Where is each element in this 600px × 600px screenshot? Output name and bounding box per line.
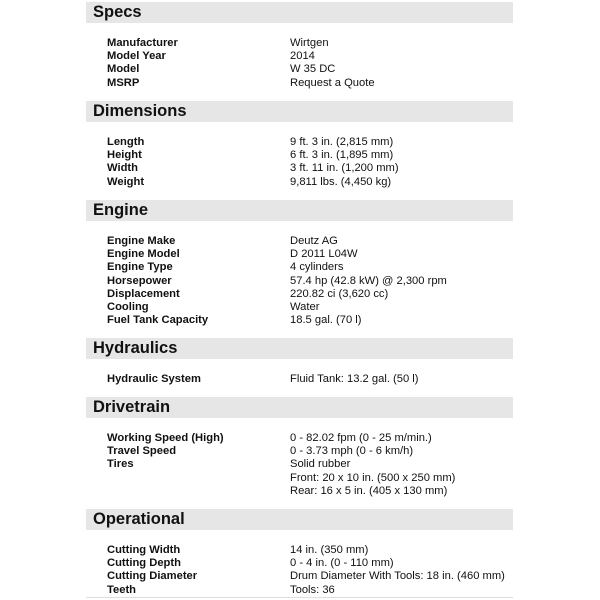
spec-value: 6 ft. 3 in. (1,895 mm)	[290, 149, 394, 162]
spec-label: Teeth	[107, 583, 137, 596]
spec-row	[107, 445, 513, 458]
spec-row	[107, 432, 513, 445]
spec-rows	[86, 373, 513, 386]
spec-value: 18.5 gal. (70 l)	[290, 314, 362, 327]
spec-label: MSRP	[107, 76, 140, 89]
section-dimensions	[86, 101, 513, 189]
spec-label: Engine Make	[107, 235, 176, 247]
spec-label: Height	[107, 149, 142, 162]
spec-value: Deutz AG	[290, 235, 338, 247]
spec-row	[107, 485, 513, 498]
spec-rows	[86, 136, 513, 189]
section-title: Hydraulics	[86, 338, 513, 359]
spec-row	[107, 275, 513, 288]
spec-label: Width	[107, 162, 138, 175]
spec-row	[107, 544, 513, 557]
spec-label: Fuel Tank Capacity	[107, 314, 209, 327]
section-hydraulics	[86, 338, 513, 386]
spec-value: W 35 DC	[290, 63, 336, 76]
spec-label: Cooling	[107, 301, 149, 314]
spec-label: Cutting Depth	[107, 557, 181, 570]
spec-value: Drum Diameter With Tools: 18 in. (460 mm)	[290, 570, 505, 583]
spec-row	[107, 176, 513, 189]
spec-label: Model Year	[107, 50, 166, 63]
section-title: Dimensions	[86, 101, 513, 122]
spec-label	[107, 472, 290, 485]
spec-row	[107, 248, 513, 261]
spec-value: Solid rubber	[290, 458, 351, 471]
spec-label: Weight	[107, 175, 145, 188]
spec-value: Wirtgen	[290, 37, 329, 49]
section-title: Drivetrain	[86, 397, 513, 418]
spec-label	[107, 485, 290, 498]
spec-label: Working Speed (High)	[107, 432, 224, 444]
spec-row	[107, 50, 513, 63]
spec-value: Fluid Tank: 13.2 gal. (50 l)	[290, 373, 419, 385]
spec-row	[107, 314, 513, 327]
spec-value: Tools: 36	[290, 583, 335, 596]
spec-row	[107, 162, 513, 175]
section-specs	[86, 2, 513, 90]
spec-label: Engine Model	[107, 248, 180, 261]
spec-label: Engine Type	[107, 261, 173, 274]
spec-row	[107, 472, 513, 485]
spec-row	[107, 570, 513, 583]
spec-row	[107, 149, 513, 162]
spec-value: 220.82 ci (3,620 cc)	[290, 287, 389, 300]
section-engine	[86, 200, 513, 327]
spec-row	[107, 288, 513, 301]
spec-row	[107, 458, 513, 471]
spec-row	[107, 261, 513, 274]
spec-row	[107, 77, 513, 90]
spec-label: Hydraulic System	[107, 373, 201, 385]
section-title: Specs	[86, 2, 513, 23]
spec-value: 0 - 3.73 mph (0 - 6 km/h)	[290, 445, 414, 458]
spec-row	[107, 557, 513, 570]
spec-value: 9 ft. 3 in. (2,815 mm)	[290, 136, 394, 148]
spec-value: 14 in. (350 mm)	[290, 544, 369, 556]
spec-rows	[86, 37, 513, 90]
section-operational	[86, 509, 513, 597]
spec-value: 3 ft. 11 in. (1,200 mm)	[290, 162, 399, 175]
section-title: Engine	[86, 200, 513, 221]
spec-value: 57.4 hp (42.8 kW) @ 2,300 rpm	[290, 274, 447, 287]
spec-label: Tires	[107, 458, 134, 471]
bottom-divider	[86, 597, 513, 598]
spec-label: Cutting Width	[107, 544, 181, 556]
spec-label: Displacement	[107, 287, 180, 300]
section-drivetrain	[86, 397, 513, 498]
spec-row	[107, 373, 513, 386]
spec-row	[107, 584, 513, 597]
spec-label: Travel Speed	[107, 445, 177, 458]
spec-label: Manufacturer	[107, 37, 178, 49]
spec-value: 9,811 lbs. (4,450 kg)	[290, 175, 392, 188]
spec-row	[107, 301, 513, 314]
spec-value: Front: 20 x 10 in. (500 x 250 mm)	[290, 471, 456, 484]
spec-value: 0 - 4 in. (0 - 110 mm)	[290, 557, 394, 570]
spec-value: Water	[290, 301, 320, 314]
spec-row	[107, 37, 513, 50]
spec-value: D 2011 L04W	[290, 248, 358, 261]
spec-rows	[86, 235, 513, 327]
spec-value: 4 cylinders	[290, 261, 344, 274]
spec-value: Request a Quote	[290, 76, 375, 89]
spec-row	[107, 235, 513, 248]
spec-row	[107, 63, 513, 76]
spec-value: Rear: 16 x 5 in. (405 x 130 mm)	[290, 484, 448, 497]
spec-label: Horsepower	[107, 274, 172, 287]
spec-label: Length	[107, 136, 145, 148]
spec-rows	[86, 544, 513, 597]
spec-row	[107, 136, 513, 149]
spec-value: 0 - 82.02 fpm (0 - 25 m/min.)	[290, 432, 432, 444]
section-title: Operational	[86, 509, 513, 530]
spec-label: Cutting Diameter	[107, 570, 198, 583]
spec-rows	[86, 432, 513, 498]
spec-label: Model	[107, 63, 140, 76]
spec-value: 2014	[290, 50, 315, 63]
